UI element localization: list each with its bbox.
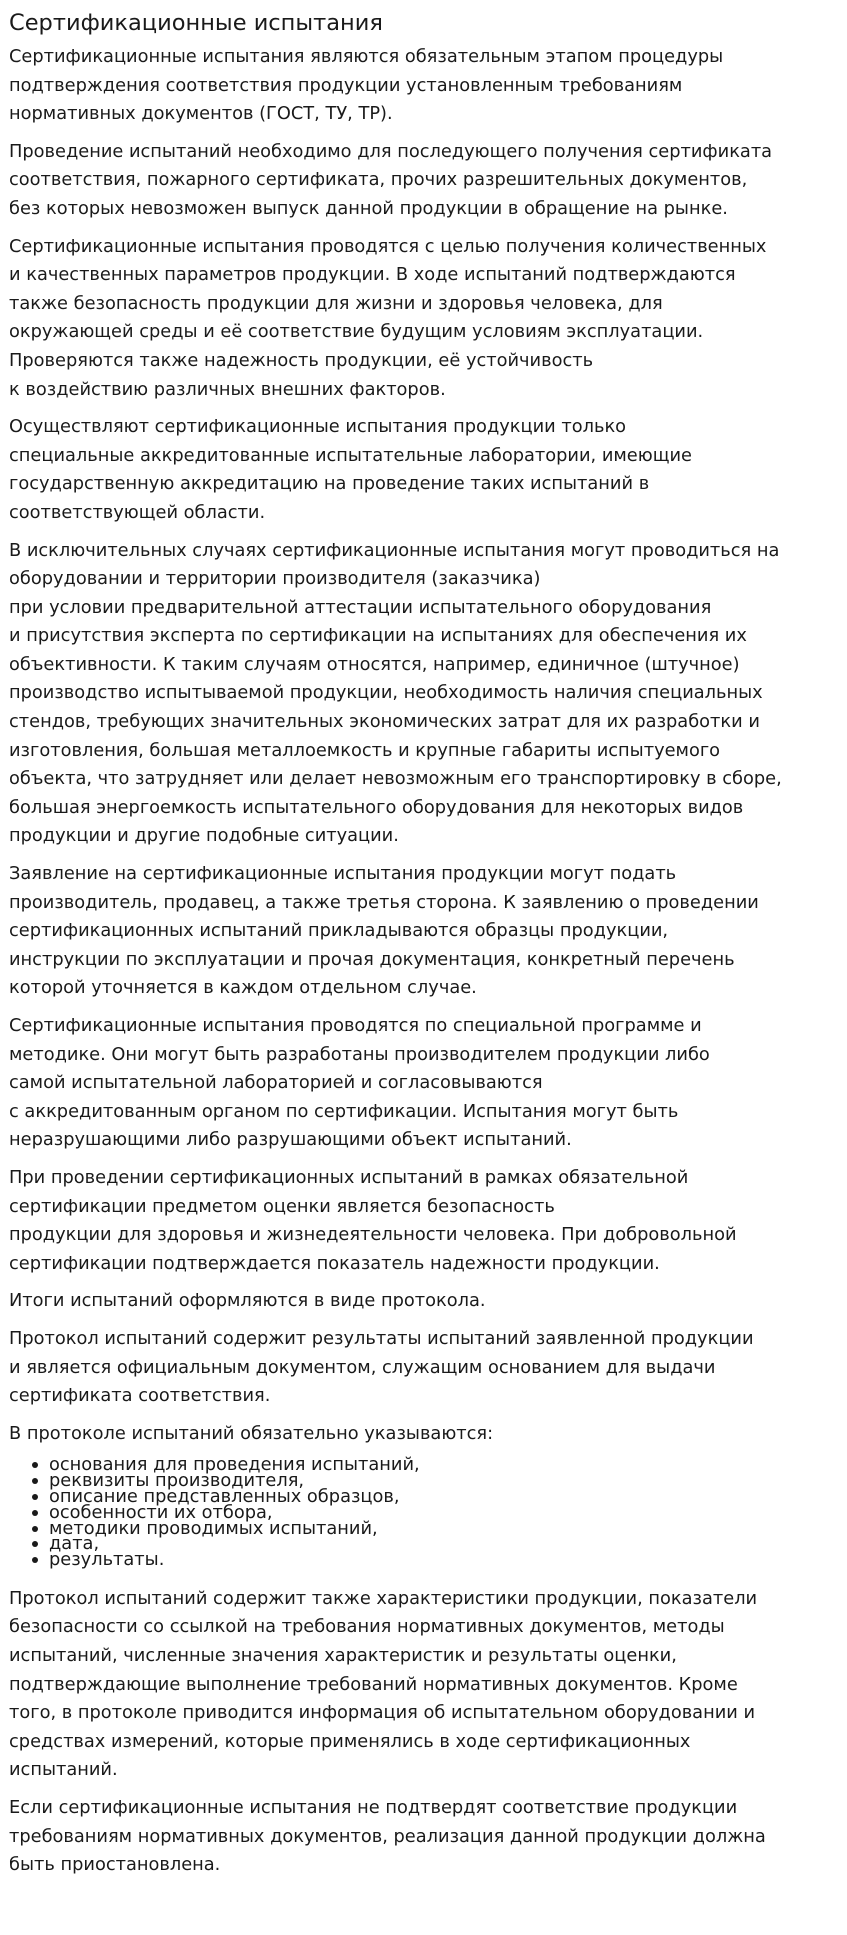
list-item-label: основания для проведения испытаний, <box>49 1454 420 1476</box>
paragraph-protocol-document: Протокол испытаний содержит результаты испытаний заявленной продукции и является официальным документом, служащим основанием для выдачи сертификата соответствия. <box>9 1327 754 1407</box>
list-item <box>29 1517 837 1539</box>
paragraph-exceptional-cases: В исключительных случаях сертификационные испытания могут проводиться на оборудовании и территории производителя (заказчика) при условии предварительной аттестации испытательного оборудования и присутствия эксперта по сертификации на испытаниях для обеспечения их объективности. К таким случаям относятся, например, единичное (штучное) производство испытываемой продукции, необходимость наличия специальных стендов, требующих значительных экономических затрат для их разработки и изготовления, большая металлоемкость и крупные габариты испытуемого объекта, что затрудняет или делает невозможным его транспортировку в сборе, большая энергоемкость испытательного оборудования для некоторых видов продукции и другие подобные ситуации. <box>9 539 782 847</box>
paragraph-application: Заявление на сертификационные испытания продукции могут подать производитель, продавец, а также третья сторона. К заявлению о проведении сертификационных испытаний прикладываются образцы продукции, инструкции по эксплуатации и прочая документация, конкретный перечень которой уточняется в каждом отдельном случае. <box>9 863 759 999</box>
list-item-label: реквизиты производителя, <box>49 1470 305 1492</box>
paragraph-goals: Сертификационные испытания проводятся с целью получения количественных и качественных параметров продукции. В ходе испытаний подтверждаются также безопасность продукции для жизни и здоровья человека, для окружающей среды и её соответствие будущим условиям эксплуатации. Проверяются также надежность продукции, её устойчивость к воздействию различных внешних факторов. <box>9 235 767 400</box>
paragraph-nonconformity: Если сертификационные испытания не подтвердят соответствие продукции требованиям нормативных документов, реализация данной продукции должна быть приостановлена. <box>9 1797 766 1876</box>
bullet-icon <box>32 1494 38 1500</box>
page-title: Сертификационные испытания <box>9 10 383 36</box>
paragraph-intro: Сертификационные испытания являются обязательным этапом процедуры подтверждения соответствия продукции установленным требованиям нормативных документов (ГОСТ, ТУ, ТР). <box>9 46 724 125</box>
bullet-icon <box>32 1462 38 1468</box>
bullet-icon <box>32 1557 38 1563</box>
paragraph-laboratories: Осуществляют сертификационные испытания продукции только специальные аккредитованные испытательные лаборатории, имеющие государственную аккредитацию на проведение таких испытаний в соответствующей области. <box>9 416 692 523</box>
paragraph-results-protocol: Итоги испытаний оформляются в виде протокола. <box>9 1290 486 1312</box>
bullet-icon <box>32 1478 38 1484</box>
protocol-contents-list <box>9 1454 837 1571</box>
paragraph-program: Сертификационные испытания проводятся по специальной программе и методике. Они могут быть разработаны производителем продукции либо самой испытательной лабораторией и согласовываются с аккредитованным органом по сертификации. Испытания могут быть неразрушающими либо разрушающими объект испытаний. <box>9 1015 710 1151</box>
paragraph-protocol-characteristics: Протокол испытаний содержит также характеристики продукции, показатели безопасности со ссылкой на требования нормативных документов, методы испытаний, численные значения характеристик и результаты оценки, подтверждающие выполнение требований нормативных документов. Кроме того, в протоколе приводится информация об испытательном оборудовании и средствах измерений, которые применялись в ходе сертификационных испытаний. <box>9 1587 758 1781</box>
list-item-label: дата, <box>49 1533 100 1555</box>
list-item-label: особенности их отбора, <box>49 1501 273 1523</box>
list-item-label: методики проводимых испытаний, <box>49 1517 378 1539</box>
list-item-label: результаты. <box>49 1549 165 1571</box>
bullet-icon <box>32 1510 38 1516</box>
paragraph-protocol-contents-intro: В протоколе испытаний обязательно указываются: <box>9 1422 494 1444</box>
bullet-icon <box>32 1541 38 1547</box>
bullet-icon <box>32 1526 38 1532</box>
list-item-label: описание представленных образцов, <box>49 1485 400 1507</box>
list-item <box>29 1549 837 1571</box>
paragraph-purpose: Проведение испытаний необходимо для последующего получения сертификата соответствия, пожарного сертификата, прочих разрешительных документов, без которых невозможен выпуск данной продукции в обращение на рынке. <box>9 140 773 219</box>
paragraph-assessment: При проведении сертификационных испытаний в рамках обязательной сертификации предметом оценки является безопасность продукции для здоровья и жизнедеятельности человека. При добровольной сертификации подтверждается показатель надежности продукции. <box>9 1166 737 1274</box>
